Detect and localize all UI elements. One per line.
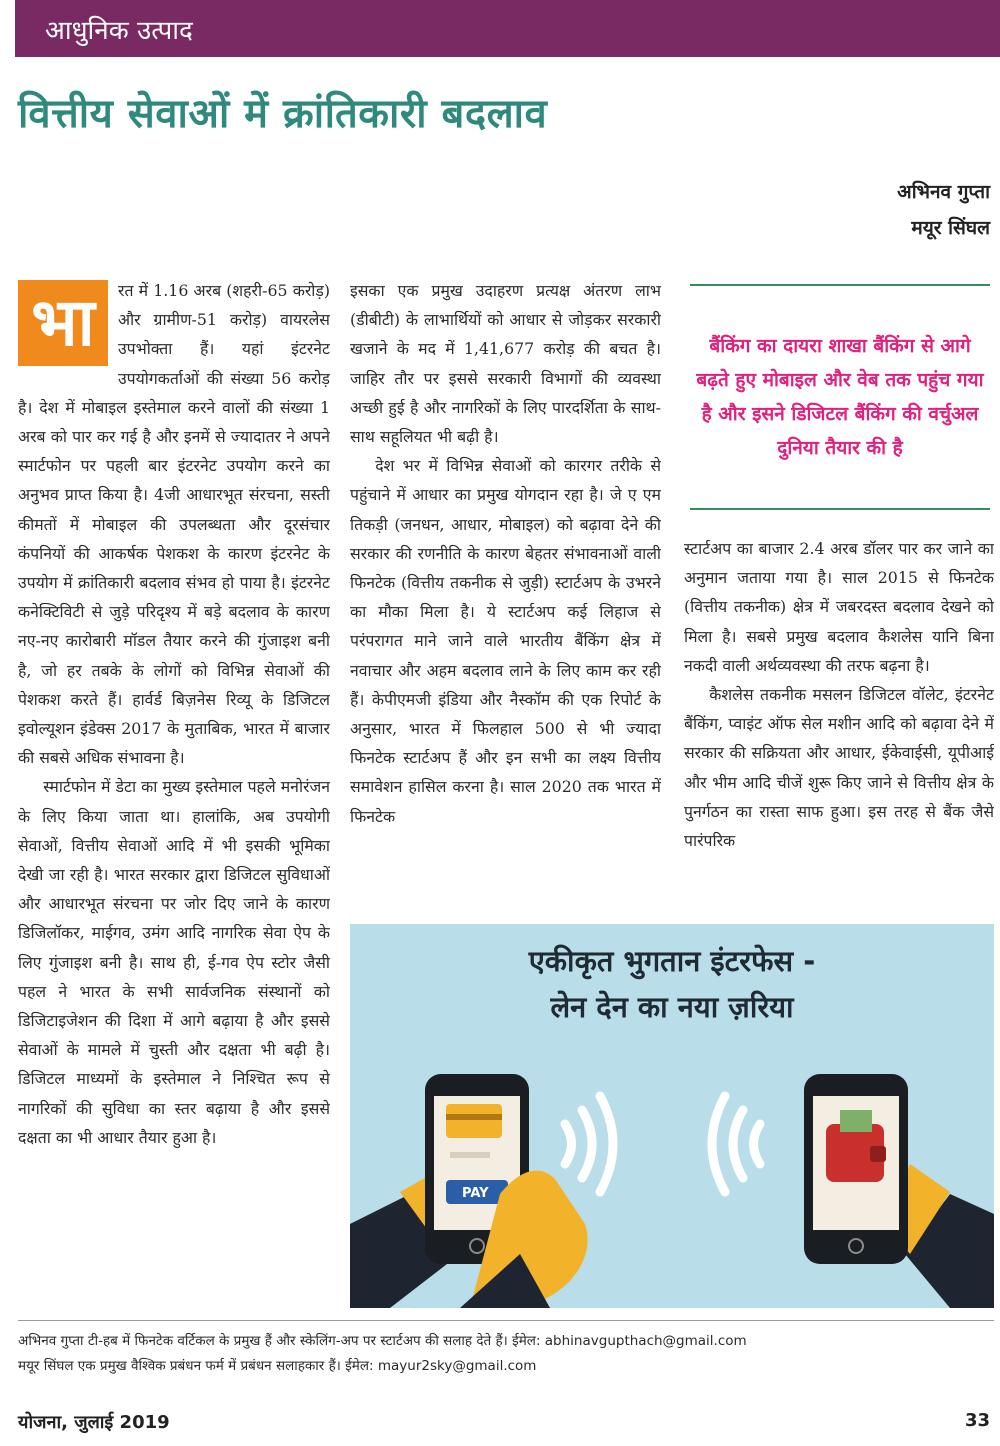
- paragraph: इसका एक प्रमुख उदाहरण प्रत्यक्ष अंतरण लाभ (डीबीटी) के लाभार्थियों को आधार से जोड़कर सरकारी खजाने के मद में 1,41,677 करोड़ की बचत है। जाहिर तौर पर इससे सरकारी विभागों की व्यवस्था अच्छी हुई है और नागरिकों के लिए पारदर्शिता के साथ-साथ सहूलियत भी बढ़ी है।: [350, 281, 661, 447]
- pull-quote: [690, 284, 990, 510]
- illustration-title-line: लेन देन का नया ज़रिया: [550, 990, 794, 1024]
- card-icon: [446, 1104, 502, 1138]
- footnote: मयूर सिंघल एक प्रमुख वैश्विक प्रबंधन फर्म में प्रबंधन सलाहकार हैं। ईमेल: mayur2sky@gmail.com: [18, 1358, 537, 1374]
- footnote: अभिनव गुप्ता टी-हब में फिनटेक वर्टिकल के प्रमुख हैं और स्केलिंग-अप पर स्टार्टअप की सलाह देते हैं। ईमेल: abhinavgupthach@gmail.com: [18, 1333, 747, 1349]
- paragraph: देश भर में विभिन्न सेवाओं को कारगर तरीके से पहुंचाने में आधार का प्रमुख योगदान रहा है। जे ए एम तिकड़ी (जनधन, आधार, मोबाइल) को बढ़ावा देने की सरकार की रणनीति के कारण बेहतर संभावनाओं वाली फिनटेक (वित्तीय तकनीक से जुड़ी) स्टार्टअप के उभरने का मौका मिला है। ये स्टार्टअप कई लिहाज से परंपरागत माने जाने वाले भारतीय बैंकिंग क्षेत्र में नवाचार और अहम बदलाव लाने के लिए काम कर रही हैं। केपीएमजी इंडिया और नैस्कॉम की एक रिपोर्ट के अनुसार, भारत में फिलहाल 500 से भी ज्यादा फिनटेक स्टार्टअप हैं और इन सभी का लक्ष्य वित्तीय समावेशन हासिल करना है। साल 2020 तक भारत में फिनटेक: [350, 456, 661, 826]
- paragraph: स्टार्टअप का बाजार 2.4 अरब डॉलर पार कर जाने का अनुमान जताया गया है। साल 2015 से फिनटेक (वित्तीय तकनीक) क्षेत्र में जबरदस्त बदलाव देखने को मिला है। सबसे प्रमुख बदलाव कैशलेस यानि बिना नकदी वाली अर्थव्यवस्था की तरफ बढ़ना है।: [684, 539, 994, 675]
- pull-quote-text: बैंकिंग का दायरा शाखा बैंकिंग से आगे बढ़ते हुए मोबाइल और वेब तक पहुंच गया है और इसने डिजिटल बैंकिंग की वर्चुअल दुनिया तैयार की है: [696, 335, 984, 459]
- section-label: आधुनिक उत्पाद: [45, 15, 193, 46]
- magazine-issue: योजना, जुलाई 2019: [18, 1412, 170, 1433]
- article-title: वित्तीय सेवाओं में क्रांतिकारी बदलाव: [18, 91, 548, 137]
- illustration-title: [350, 938, 994, 1030]
- author-name: अभिनव गुप्ता: [897, 181, 990, 203]
- article-column-3: [684, 534, 994, 914]
- author-footnotes: [18, 1320, 994, 1379]
- article-column-2: [350, 276, 661, 908]
- drop-cap: भा: [18, 280, 108, 366]
- byline: [897, 174, 990, 246]
- page-number: 33: [964, 1410, 990, 1431]
- paragraph: कैशलेस तकनीक मसलन डिजिटल वॉलेट, इंटरनेट बैंकिंग, प्वाइंट ऑफ सेल मशीन आदि को बढ़ावा देने में सरकार की सक्रियता और आधार, ईकेवाईसी, यूपीआई और भीम आदि चीजें शुरू किए जाने से वित्तीय क्षेत्र के पुनर्गठन का रास्ता साफ हुआ। इस तरह से बैंक जैसे पारंपरिक: [684, 685, 994, 851]
- signal-waves-icon: [565, 1096, 760, 1192]
- paragraph: रत में 1.16 अरब (शहरी-65 करोड़) और ग्रामीण-51 करोड़) वायरलेस उपभोक्ता हैं। यहां इंटरनेट उपयोगकर्ताओं की संख्या 56 करोड़ है। देश में मोबाइल इस्तेमाल करने वालों की संख्या 1 अरब को पार कर गई है और इनमें से ज्यादातर ने अपने स्मार्टफोन पर पहली बार इंटरनेट उपयोग करने का अनुभव प्राप्त किया है। 4जी आधारभूत संरचना, सस्ती कीमतों में मोबाइल की उपलब्धता और दूरसंचार कंपनियों की आकर्षक पेशकश के कारण इंटरनेट के उपयोग में क्रांतिकारी बदलाव संभव हो पाया है। इंटरनेट कनेक्टिविटी से जुड़े परिदृश्य में बड़े बदलाव के कारण नए-नए कारोबारी मॉडल तैयार करने की गुंजाइश बनी है, जो हर तबके के लोगों को विभिन्न सेवाओं की पेशकश करते हैं। हार्वर्ड बिज़नेस रिव्यू के डिजिटल इवोल्यूशन इंडेक्स 2017 के मुताबिक, भारत में बाजार की सबसे अधिक संभावना है।: [18, 281, 330, 768]
- illustration-title-line: एकीकृत भुगतान इंटरफेस -: [528, 944, 816, 978]
- paragraph: स्मार्टफोन में डेटा का मुख्य इस्तेमाल पहले मनोरंजन के लिए किया जाता था। हालांकि, अब उपयोगी सेवाओं, वित्तीय सेवाओं आदि में भी इसकी भूमिका देखी जा रही है। भारत सरकार द्वारा डिजिटल सुविधाओं और आधारभूत संरचना पर जोर दिए जाने के कारण डिजिलॉकर, माईगव, उमंग आदि नागरिक सेवा ऐप के लिए गुंजाइश बनी है। साथ ही, ई-गव ऐप स्टोर जैसी पहल ने भारत के सभी सार्वजनिक संस्थानों को डिजिटाइजेशन की दिशा में आगे बढ़ाया है और इससे सेवाओं के मामले में चुस्ती और दक्षता भी बढ़ी है। डिजिटल माध्यमों के इस्तेमाल ने निश्चित रूप से नागरिकों की सुविधा का स्तर बढ़ाया है और इससे दक्षता का भी आधार तैयार हुआ है।: [18, 777, 330, 1147]
- article-column-1: [18, 276, 330, 1314]
- upi-illustration: [350, 924, 994, 1308]
- pay-label: PAY: [462, 1186, 489, 1201]
- phone-icon: [804, 1074, 908, 1264]
- author-name: मयूर सिंघल: [911, 217, 990, 239]
- section-header: [15, 0, 1000, 57]
